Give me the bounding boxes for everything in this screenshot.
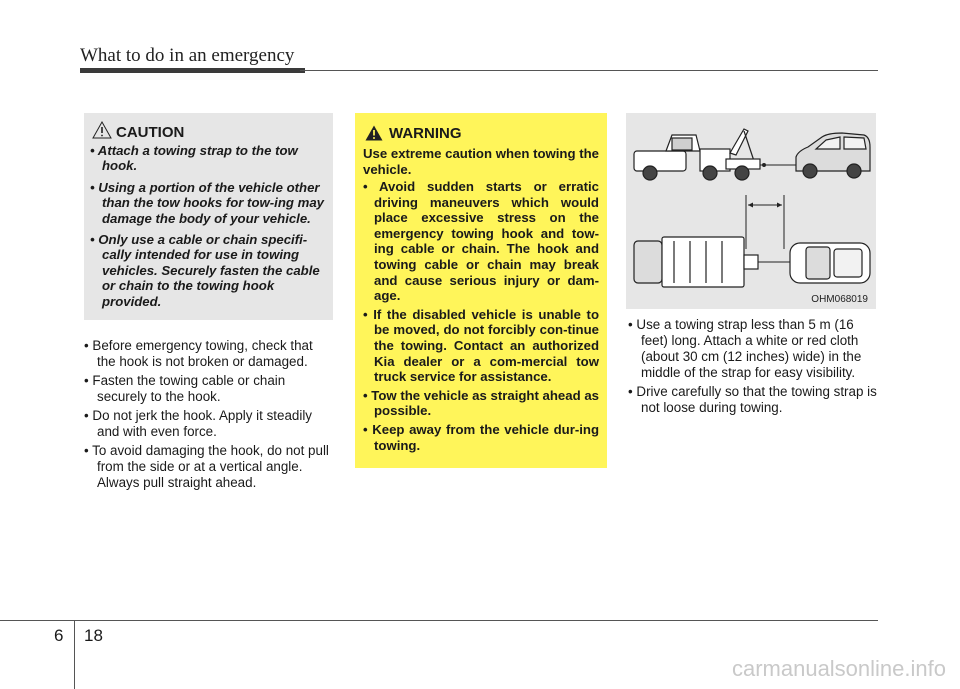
instruction-item: • Drive carefully so that the towing strap is not loose during towing. xyxy=(628,384,877,415)
warning-list xyxy=(363,179,599,456)
footer-divider xyxy=(74,620,75,689)
towed-suv-top xyxy=(790,243,870,283)
caution-list xyxy=(90,143,326,315)
warning-triangle-icon xyxy=(365,125,383,141)
caution-box xyxy=(84,113,333,320)
figure-id: OHM068019 xyxy=(811,294,868,305)
warning-item: • Tow the vehicle as straight ahead as possible. xyxy=(363,387,599,419)
right-instructions xyxy=(628,317,878,419)
caution-heading-text: CAUTION xyxy=(116,124,185,141)
footer-rule xyxy=(0,620,878,621)
title-rule xyxy=(80,68,305,73)
warning-item: • Keep away from the vehicle dur-ing towing. xyxy=(363,421,599,453)
instruction-item: • Use a towing strap less than 5 m (16 feet) long. Attach a white or red cloth (about 30 cm (12 inches) wide) in the middle of the strap for easy visibility. xyxy=(628,317,862,380)
title-rule-line xyxy=(300,70,878,71)
warning-heading-text: WARNING xyxy=(389,125,462,142)
caution-item: • Only use a cable or chain specifi-cally intended for use in towing vehicles. Securely fasten the cable or chain to the towing hook provided. xyxy=(90,232,320,309)
tow-truck-side xyxy=(634,129,760,180)
caution-triangle-icon xyxy=(92,121,112,139)
caution-item: • Attach a towing strap to the tow hook. xyxy=(90,143,298,174)
warning-box xyxy=(355,113,607,468)
towing-illustration xyxy=(626,113,876,309)
tow-truck-diagram xyxy=(626,113,876,309)
instruction-item: • Fasten the towing cable or chain securely to the hook. xyxy=(84,373,286,404)
instruction-item: • Do not jerk the hook. Apply it steadily and with even force. xyxy=(84,408,312,439)
tow-truck-top xyxy=(634,237,758,287)
towed-suv-side xyxy=(796,133,870,178)
warning-item: • If the disabled vehicle is unable to be moved, do not forcibly con-tinue the towing. Contact an authorized Kia dealer or a com-mercial tow truck service for assistance. xyxy=(363,306,599,385)
page-number: 18 xyxy=(84,626,103,645)
instruction-item: • Before emergency towing, check that the hook is not broken or damaged. xyxy=(84,338,313,369)
instruction-item: • To avoid damaging the hook, do not pull from the side or at a vertical angle. Always pull straight ahead. xyxy=(84,443,329,490)
warning-heading xyxy=(365,125,462,142)
page-title: What to do in an emergency xyxy=(80,45,295,66)
watermark: carmanualsonline.info xyxy=(731,656,946,681)
left-instructions xyxy=(84,338,334,494)
warning-item: • Avoid sudden starts or erratic driving maneuvers which would place excessive stress on the emergency towing hook and tow-ing cable or chain. The hook and towing cable or chain may break and cause serious injury or dam-age. xyxy=(363,179,599,304)
warning-intro: Use extreme caution when towing the vehicle. xyxy=(363,146,599,177)
caution-item: • Using a portion of the vehicle other than the tow hooks for tow-ing may damage the body of your vehicle. xyxy=(90,179,324,226)
chapter-number: 6 xyxy=(54,626,64,645)
caution-heading xyxy=(92,121,184,141)
